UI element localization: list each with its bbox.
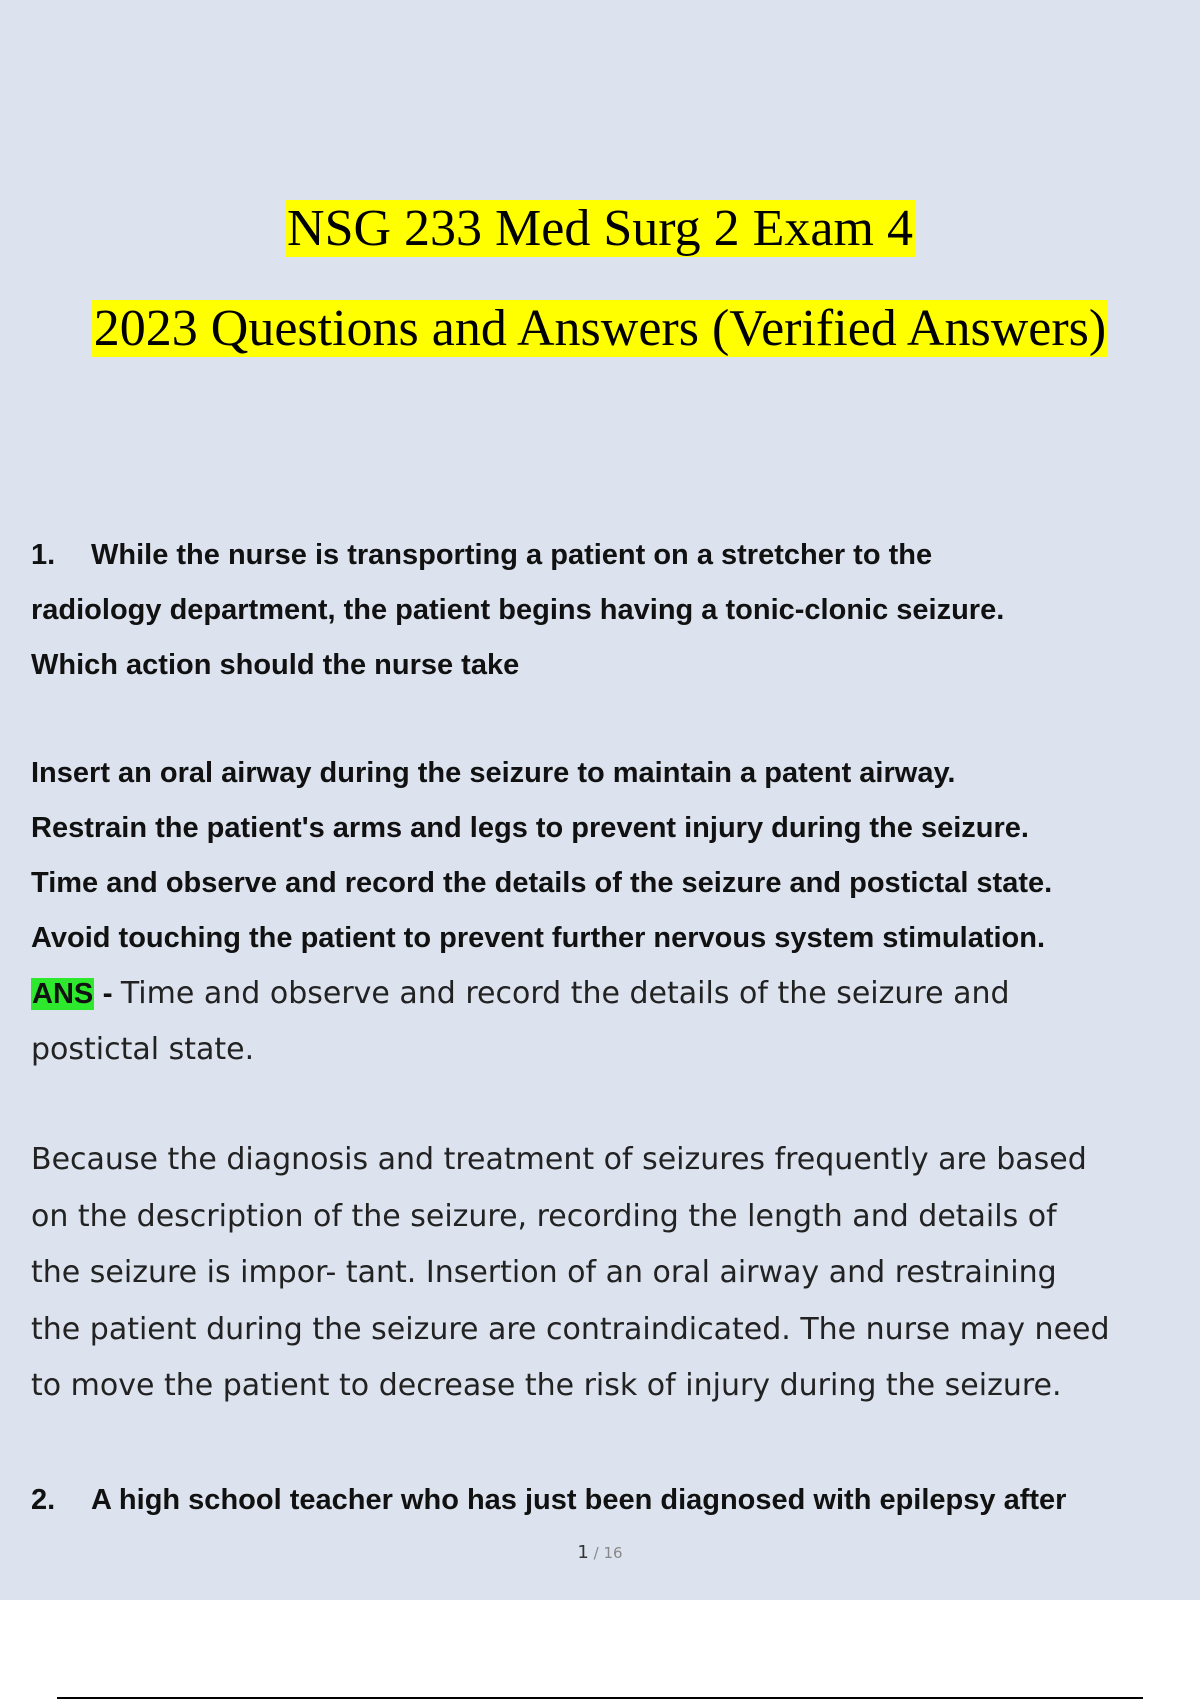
rationale-line-4: the patient during the seizure are contraindicated. The nurse may need	[31, 1311, 1110, 1347]
option-3: Time and observe and record the details of the seizure and postictal state.	[31, 867, 1053, 899]
page-number	[0, 1542, 1200, 1563]
question-1-line-2: radiology department, the patient begins having a tonic-clonic seizure.	[31, 594, 1005, 626]
ans-highlight-label: ANS	[32, 978, 94, 1010]
question-1-line-3: Which action should the nurse take	[31, 649, 520, 681]
option-1: Insert an oral airway during the seizure to maintain a patent airway.	[31, 757, 956, 789]
answer-separator: -	[94, 977, 121, 1010]
answer-line-2: postictal state.	[31, 1032, 255, 1067]
rationale-line-1: Because the diagnosis and treatment of seizures frequently are based	[31, 1142, 1087, 1177]
answer-line-1	[31, 966, 1181, 1022]
next-page-top-rule	[57, 1697, 1143, 1699]
title-highlight-1: NSG 233 Med Surg 2 Exam 4	[287, 200, 913, 257]
rationale-line-3: the seizure is impor- tant. Insertion of an oral airway and restraining	[31, 1255, 1057, 1290]
question-1-line-1	[31, 528, 1181, 583]
question-2-number: 2.	[31, 1484, 56, 1516]
question-1-answer	[31, 966, 1181, 1078]
question-1-rationale	[31, 1132, 1191, 1415]
question-1-text-1: While the nurse is transporting a patient on a stretcher to the	[91, 539, 933, 571]
title-highlight-2: 2023 Questions and Answers (Verified Answers)	[93, 300, 1107, 357]
page-current: 1	[577, 1542, 589, 1563]
document-title-line-2	[0, 296, 1200, 362]
document-title-line-1	[0, 196, 1200, 262]
question-2	[31, 1473, 1181, 1528]
rationale-line-5: to move the patient to decrease the risk of injury during the seizure.	[31, 1368, 1062, 1403]
answer-text-1: Time and observe and record the details of the seizure and	[120, 976, 1010, 1011]
option-4: Avoid touching the patient to prevent further nervous system stimulation.	[31, 922, 1046, 954]
question-1	[31, 528, 1181, 693]
question-1-options	[31, 746, 1191, 966]
question-2-text: A high school teacher who has just been diagnosed with epilepsy after	[91, 1484, 1067, 1516]
page-total: / 16	[588, 1544, 623, 1562]
question-1-number: 1.	[31, 539, 56, 571]
option-2: Restrain the patient's arms and legs to prevent injury during the seizure.	[31, 812, 1029, 844]
rationale-line-2: on the description of the seizure, recording the length and details of	[31, 1198, 1057, 1234]
